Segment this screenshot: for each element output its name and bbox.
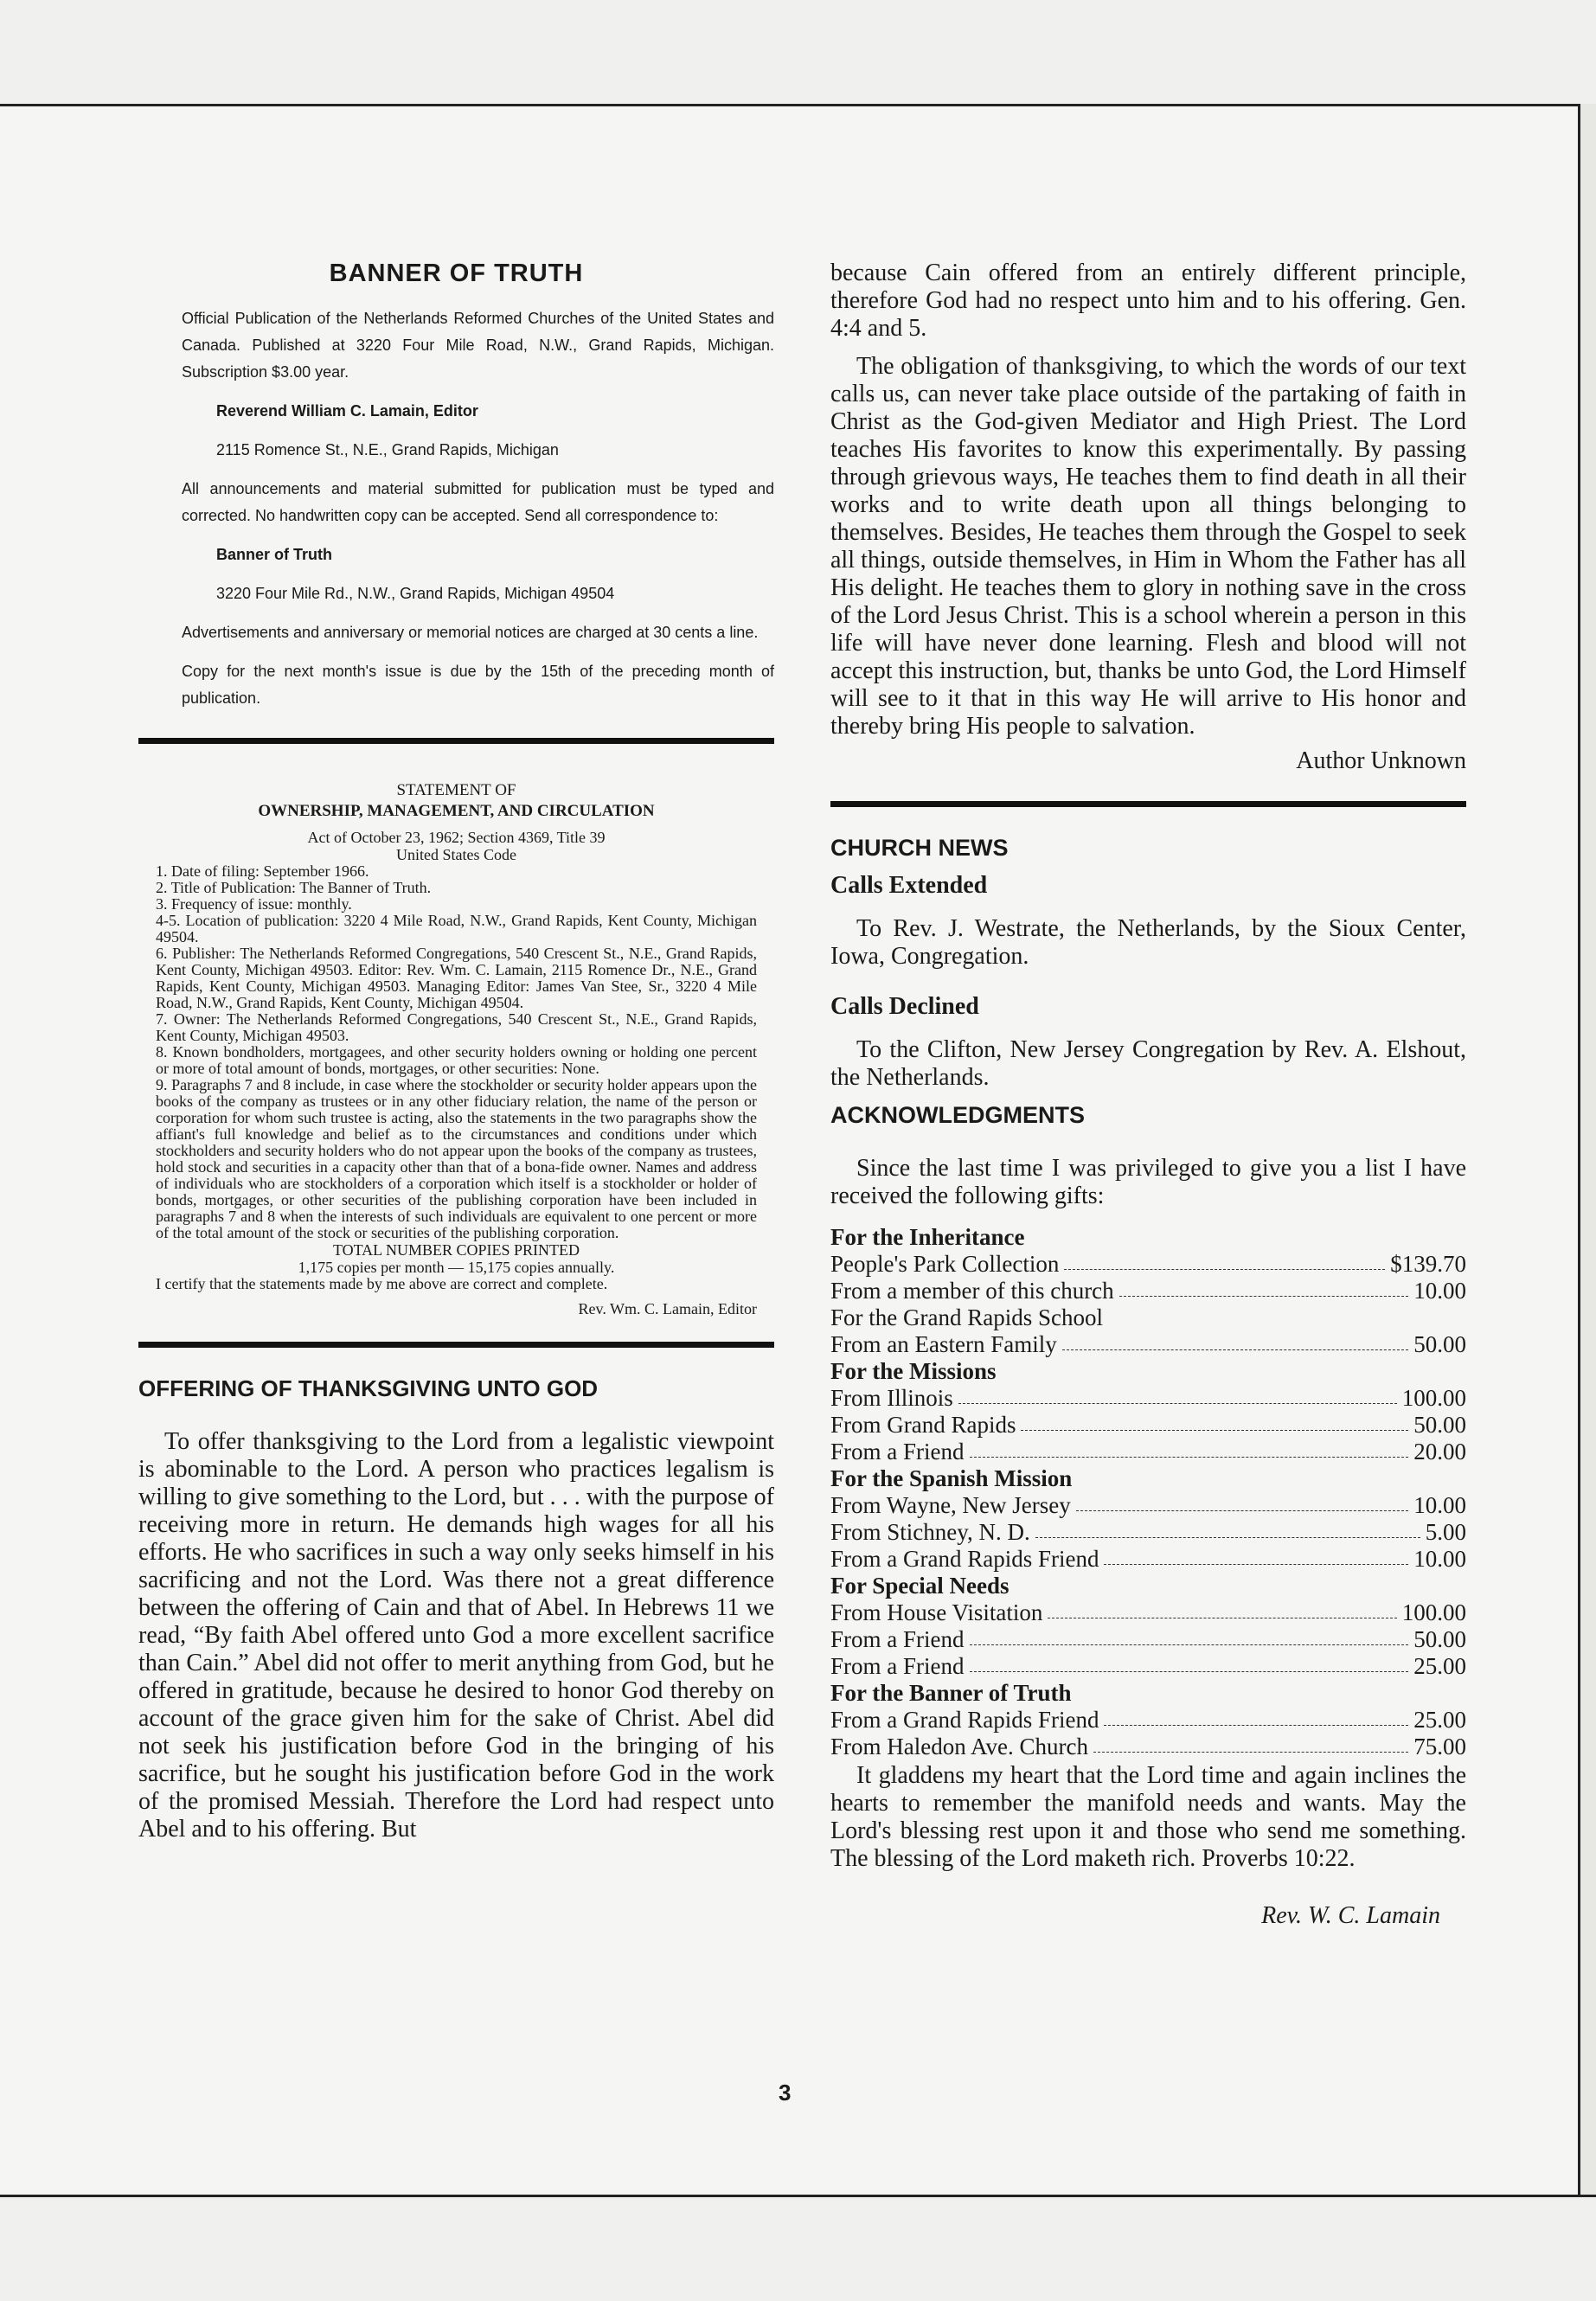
gift-line [830, 1278, 1466, 1304]
masthead-editor-address: 2115 Romence St., N.E., Grand Rapids, Michigan [216, 441, 559, 458]
article-paragraph: To offer thanksgiving to the Lord from a legalistic viewpoint is abominable to the Lord. A person who practices legalism is willing to give something to the Lord, but . . . with the purpose of receiving more in return. He demands high wages for all his efforts. He who sacrifices in such a way only seeks himself in his sacrificing and not the Lord. Was there not a great difference between the offering of Cain and that of Abel. In Hebrews 11 we read, “By faith Abel offered unto God a more excellent sacrifice than Cain.” Abel did not offer to merit anything from God, but he offered in gratitude, because he desired to honor God thereby on account of the grace given him for the sake of Christ. Abel did not seek his justification before God in the bringing of his sacrifice, but he sought his justification before God in the work of the promised Messiah. Therefore the Lord had respect unto Abel and to his offering. But [138, 1428, 774, 1843]
leader-dots [1076, 1510, 1408, 1511]
statement-subtitle: OWNERSHIP, MANAGEMENT, AND CIRCULATION [258, 802, 655, 820]
divider-rule [138, 1342, 774, 1348]
masthead-title: BANNER OF TRUTH [329, 260, 584, 287]
gift-label: From a Friend [830, 1653, 965, 1679]
gift-label: People's Park Collection [830, 1251, 1060, 1277]
gift-group [830, 1224, 1466, 1358]
gift-group [830, 1573, 1466, 1680]
gift-group-heading: For the Inheritance [830, 1224, 1025, 1250]
scan-border-bottom [0, 2195, 1596, 2301]
masthead-submission-note: All announcements and material submitted for publication must be typed and corrected. No handwritten copy can be accepted. Send all correspondence to: [182, 480, 774, 524]
statement-signature: Rev. Wm. C. Lamain, Editor [578, 1300, 757, 1317]
statement-total-line: 1,175 copies per month — 15,175 copies annually. [298, 1259, 615, 1276]
masthead-editor: Reverend William C. Lamain, Editor [216, 402, 478, 420]
gift-label: From Grand Rapids [830, 1412, 1016, 1438]
leader-dots [1064, 1269, 1385, 1270]
article-author: Author Unknown [1296, 747, 1466, 774]
statement-total-head: TOTAL NUMBER COPIES PRINTED [332, 1241, 580, 1259]
gift-group [830, 1465, 1466, 1573]
church-news-section [830, 835, 1466, 1092]
acknowledgments-intro: Since the last time I was privileged to give you a list I have received the following gifts: [830, 1155, 1466, 1209]
gift-group-heading: For Special Needs [830, 1573, 1010, 1599]
gift-line [830, 1251, 1466, 1278]
ownership-statement [138, 780, 774, 1317]
statement-item: 4-5. Location of publication: 3220 4 Mile Road, N.W., Grand Rapids, Kent County, Michigan 49504. [156, 912, 757, 945]
gift-label: From an Eastern Family [830, 1331, 1057, 1357]
leader-dots [1021, 1430, 1408, 1431]
masthead-deadline-note: Copy for the next month's issue is due by the 15th of the preceding month of publication. [182, 663, 774, 707]
statement-code: United States Code [396, 846, 516, 863]
acknowledgments-title: ACKNOWLEDGMENTS [830, 1102, 1085, 1128]
statement-item: 3. Frequency of issue: monthly. [156, 895, 352, 913]
statement-act: Act of October 23, 1962; Section 4369, Title 39 [307, 829, 606, 846]
gift-group [830, 1680, 1466, 1760]
gift-label: From Haledon Ave. Church [830, 1734, 1088, 1759]
gift-amount: 100.00 [1401, 1599, 1466, 1625]
leader-dots [1062, 1349, 1409, 1350]
gift-line [830, 1412, 1466, 1439]
gift-label: From Stichney, N. D. [830, 1519, 1030, 1545]
gift-label: From House Visitation [830, 1599, 1043, 1625]
gift-group-heading: For the Spanish Mission [830, 1465, 1073, 1491]
gift-amount: 75.00 [1413, 1734, 1466, 1759]
masthead-org-name: Banner of Truth [216, 546, 332, 563]
gift-line [830, 1546, 1466, 1573]
gift-amount: 50.00 [1413, 1626, 1466, 1652]
gift-label: From Illinois [830, 1385, 953, 1411]
thanksgiving-article [138, 1375, 774, 1843]
leader-dots [970, 1671, 1409, 1672]
divider-rule [830, 801, 1466, 807]
acknowledgments-section [830, 1102, 1466, 1930]
calls-extended-text: To Rev. J. Westrate, the Netherlands, by the Sioux Center, Iowa, Congregation. [830, 915, 1466, 970]
gift-amount: 5.00 [1425, 1519, 1466, 1545]
gift-line [830, 1492, 1466, 1519]
gift-label: From Wayne, New Jersey [830, 1492, 1071, 1518]
leader-dots [970, 1644, 1409, 1645]
leader-dots [1104, 1564, 1408, 1565]
gift-group-heading: For the Banner of Truth [830, 1680, 1072, 1706]
statement-item: 8. Known bondholders, mortgagees, and other security holders owning or holding one percent or more of total amount of bonds, mortgages, or other securities: None. [156, 1043, 757, 1077]
leader-dots [1093, 1752, 1408, 1753]
gift-amount: 20.00 [1413, 1439, 1466, 1465]
calls-declined-heading: Calls Declined [830, 993, 979, 1020]
statement-certify: I certify that the statements made by me above are correct and complete. [156, 1275, 608, 1292]
gift-amount: 100.00 [1401, 1385, 1466, 1411]
left-column [138, 260, 774, 1843]
leader-dots [970, 1457, 1409, 1458]
gift-line [830, 1734, 1466, 1760]
gift-line [830, 1626, 1466, 1653]
statement-item: 1. Date of filing: September 1966. [156, 862, 369, 880]
page-number: 3 [779, 2080, 792, 2106]
statement-item: 2. Title of Publication: The Banner of Truth. [156, 879, 432, 896]
gift-line [830, 1653, 1466, 1680]
statement-item: 9. Paragraphs 7 and 8 include, in case where the stockholder or security holder appears upon the books of the company as trustees or in any other fiduciary relation, the name of the person or corporation for whom such trustee is acting, also the statements in the two paragraphs show the affiant's full knowledge and belief as to the circumstances and conditions under which stockholders and security holders who do not appear upon the books of the company as trustees, hold stock and securities in a capacity other than that of a bona-fide owner. Names and address of individuals who are stockholders of a corporation which itself is a stockholder or holder of bonds, mortgages, or other securities of the publishing corporation have been included in paragraphs 7 and 8 when the interests of such individuals are equivalent to one percent or more of the total amount of the stock or securities of the publishing corporation. [156, 1076, 757, 1241]
gift-label: From a Grand Rapids Friend [830, 1546, 1099, 1572]
statement-item: 6. Publisher: The Netherlands Reformed Congregations, 540 Crescent St., N.E., Grand Rapids, Kent County, Michigan 49503. Editor: Rev. Wm. C. Lamain, 2115 Romence Dr., N.E., Grand Rapids, Kent County, Michigan 49503. Managing Editor: James Van Stee, Sr., 3220 4 Mile Road, N.W., Grand Rapids, Kent County, Michigan 49504. [156, 945, 757, 1011]
divider-rule [138, 738, 774, 744]
scan-border-right [1578, 104, 1596, 2197]
article-title: OFFERING OF THANKSGIVING UNTO GOD [138, 1375, 599, 1401]
leader-dots [1035, 1537, 1420, 1538]
gift-amount: 50.00 [1413, 1412, 1466, 1438]
scan-border-top [0, 0, 1596, 106]
gift-line [830, 1707, 1466, 1734]
gift-line [830, 1519, 1466, 1546]
leader-dots [1104, 1725, 1408, 1726]
masthead [138, 260, 774, 712]
gift-amount: 10.00 [1413, 1492, 1466, 1518]
acknowledgments-closing: It gladdens my heart that the Lord time and again inclines the hearts to remember the manifold needs and wants. May the Lord's blessing rest upon it and those who send me something. The blessing of the Lord maketh rich. Proverbs 10:22. [830, 1762, 1466, 1872]
gift-group [830, 1358, 1466, 1465]
statement-title: STATEMENT OF [396, 781, 516, 799]
gift-amount: 10.00 [1413, 1546, 1466, 1572]
article-paragraph: The obligation of thanksgiving, to which the words of our text calls us, can never take place outside of the partaking of faith in Christ as the God-given Mediator and High Priest. The Lord teaches His favorites to know this experimentally. By passing through grievous ways, He teaches them to find death in all their works and to write death upon all things belonging to themselves. Besides, He teaches them through the Gospel to seek all things, outside themselves, in Him in Whom the Father has all His delight. He teaches them to glory in nothing save in the cross of the Lord Jesus Christ. This is a school wherein a person in this life will have never done learning. Flesh and blood will not accept this instruction, but, thanks be unto God, the Lord Himself will see to it that in this way He will arrive to His honor and thereby bring His people to salvation. [830, 353, 1466, 740]
masthead-advertising-note: Advertisements and anniversary or memorial notices are charged at 30 cents a line. [182, 624, 759, 641]
gift-amount: 25.00 [1413, 1653, 1466, 1679]
gift-group-heading: For the Missions [830, 1358, 997, 1384]
gift-amount: 25.00 [1413, 1707, 1466, 1733]
gift-label: For the Grand Rapids School [830, 1304, 1103, 1330]
right-column [830, 260, 1466, 1930]
leader-dots [958, 1403, 1397, 1404]
gift-line [830, 1439, 1466, 1465]
gift-line [830, 1385, 1466, 1412]
masthead-org-address: 3220 Four Mile Rd., N.W., Grand Rapids, Michigan 49504 [216, 585, 615, 602]
calls-extended-heading: Calls Extended [830, 872, 988, 899]
acknowledgments-signature: Rev. W. C. Lamain [1261, 1902, 1440, 1929]
masthead-publication-info: Official Publication of the Netherlands Reformed Churches of the United States and Canada. Published at 3220 Four Mile Road, N.W., Grand Rapids, Michigan. Subscription $3.00 year. [182, 310, 774, 381]
leader-dots [1119, 1296, 1409, 1297]
church-news-title: CHURCH NEWS [830, 835, 1009, 861]
gift-label: From a Friend [830, 1439, 965, 1465]
calls-declined-text: To the Clifton, New Jersey Congregation by Rev. A. Elshout, the Netherlands. [830, 1036, 1466, 1091]
gift-label: From a member of this church [830, 1278, 1114, 1304]
article-paragraph-continued: because Cain offered from an entirely different principle, therefore God had no respect unto him and to his offering. Gen. 4:4 and 5. [830, 260, 1466, 342]
gift-line [830, 1599, 1466, 1626]
statement-item: 7. Owner: The Netherlands Reformed Congregations, 540 Crescent St., N.E., Grand Rapids, Kent County, Michigan 49503. [156, 1010, 757, 1044]
gift-line [830, 1304, 1466, 1331]
gift-label: From a Friend [830, 1626, 965, 1652]
gift-amount: 10.00 [1413, 1278, 1466, 1304]
gift-amount: $139.70 [1390, 1251, 1466, 1277]
gift-amount: 50.00 [1413, 1331, 1466, 1357]
gift-line [830, 1331, 1466, 1358]
gift-label: From a Grand Rapids Friend [830, 1707, 1099, 1733]
